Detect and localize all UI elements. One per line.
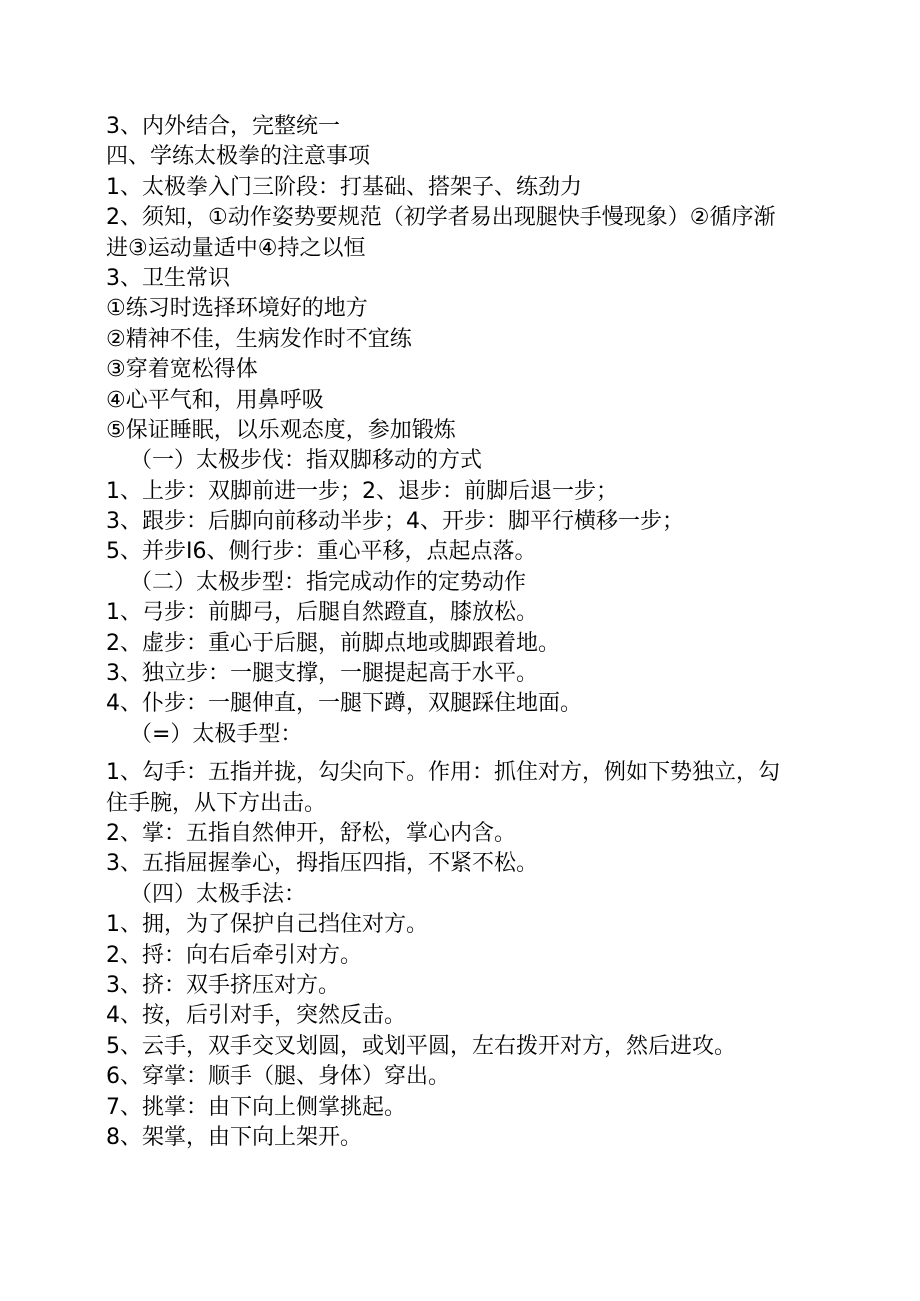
text-line: 3、内外结合，完整统一: [106, 114, 340, 139]
text-line: 5、云手，双手交叉划圆，或划平圆，左右拨开对方，然后进攻。: [106, 1033, 736, 1059]
text-line: 3、五指屈握拳心，拇指压四指，不紧不松。: [106, 851, 538, 877]
subsection-heading: （=）太极手型：: [130, 721, 303, 747]
text-line: 3、跟步：后脚向前移动半步；4、开步：脚平行横移一步；: [106, 509, 684, 535]
list-item: ②精神不佳，生病发作时不宜练: [106, 326, 412, 352]
text-line: 2、掌：五指自然伸开，舒松，掌心内含。: [106, 820, 516, 846]
subsection-heading: （一）太极步伐：指双脚移动的方式: [130, 448, 483, 474]
text-line: 1、弓步：前脚弓，后腿自然蹬直，膝放松。: [106, 600, 538, 626]
text-line: 2、虚步：重心于后腿，前脚点地或脚跟着地。: [106, 630, 560, 656]
text-line: 1、太极拳入门三阶段：打基础、搭架子、练劲力: [106, 174, 582, 200]
list-item: ⑤保证睡眠，以乐观态度，参加锻炼: [106, 417, 456, 443]
text-line: 8、架掌，由下向上架开。: [106, 1124, 362, 1150]
list-item: ③穿着宽松得体: [106, 357, 258, 383]
text-line: 4、仆步：一腿伸直，一腿下蹲，双腿踩住地面。: [106, 691, 582, 717]
text-line: 3、独立步：一腿支撑，一腿提起高于水平。: [106, 661, 538, 687]
text-line: 5、并步I6、侧行步：重心平移，点起点落。: [106, 539, 537, 565]
list-item: ①练习时选择环境好的地方: [106, 296, 368, 322]
text-line: 1、勾手：五指并拢，勾尖向下。作用：抓住对方，例如下势独立，勾: [106, 760, 780, 786]
text-line: 住手腕，从下方出击。: [106, 790, 327, 816]
text-line: 1、上步：双脚前进一步；2、退步：前脚后退一步；: [106, 478, 618, 504]
text-line: 7、挑掌：由下向上侧掌挑起。: [106, 1094, 406, 1120]
text-line: 3、卫生常识: [106, 265, 230, 291]
section-heading: 四、学练太极拳的注意事项: [106, 144, 371, 170]
text-line: 6、穿掌：顺手（腿、身体）穿出。: [106, 1064, 450, 1090]
subsection-heading: （四）太极手法：: [130, 881, 307, 907]
text-line: 2、须知，①动作姿势要规范（初学者易出现腿快手慢现象）②循序渐: [106, 205, 776, 231]
text-line: 2、捋：向右后牵引对方。: [106, 942, 362, 968]
text-line: 3、挤：双手挤压对方。: [106, 972, 340, 998]
subsection-heading: （二）太极步型：指完成动作的定势动作: [130, 569, 527, 595]
list-item: ④心平气和，用鼻呼吸: [106, 387, 324, 413]
text-line: 进③运动量适中④持之以恒: [106, 235, 366, 261]
text-line: 1、拥，为了保护自己挡住对方。: [106, 912, 428, 938]
text-line: 4、按，后引对手，突然反击。: [106, 1003, 406, 1029]
document-body: [106, 112, 826, 1153]
